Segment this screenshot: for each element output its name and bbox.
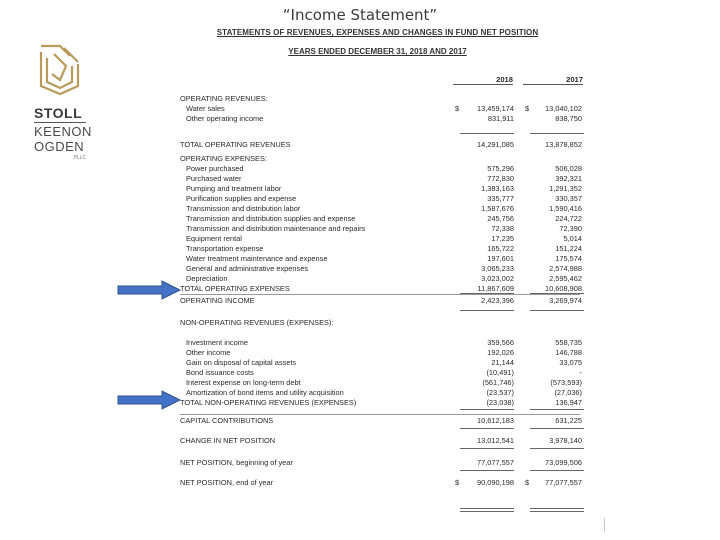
value-2018: 165,722 bbox=[487, 244, 514, 253]
total-underline bbox=[460, 428, 514, 429]
row-label: Investment income bbox=[186, 338, 249, 347]
currency-symbol: $ bbox=[455, 104, 460, 113]
value-2018: 2,423,396 bbox=[481, 296, 514, 305]
value-2017: 146,788 bbox=[555, 348, 582, 357]
row-label: Water treatment maintenance and expense bbox=[186, 254, 328, 263]
value-2017: 1,590,416 bbox=[549, 204, 582, 213]
value-2018: 831,911 bbox=[487, 114, 514, 123]
row-label: Transmission and distribution maintenance and repairs bbox=[186, 224, 366, 233]
row-label: Transmission and distribution supplies and expense bbox=[186, 214, 356, 223]
value-2017: 224,722 bbox=[555, 214, 582, 223]
value-2017: 33,075 bbox=[559, 358, 582, 367]
value-2017: 3,269,974 bbox=[549, 296, 582, 305]
total-underline bbox=[530, 470, 584, 471]
table-row bbox=[180, 378, 580, 388]
table-row bbox=[180, 416, 580, 426]
table-row bbox=[180, 458, 580, 468]
row-label: Pumping and treatment labor bbox=[186, 184, 282, 193]
table-row bbox=[180, 154, 580, 164]
statement-header bbox=[180, 28, 575, 56]
row-label: Other operating income bbox=[186, 114, 264, 123]
row-label: OPERATING REVENUES: bbox=[180, 94, 268, 103]
total-underline bbox=[530, 448, 584, 449]
table-row bbox=[180, 234, 580, 244]
value-2018: 13,012,541 bbox=[477, 436, 514, 445]
table-row bbox=[180, 140, 580, 150]
value-2017: 136,947 bbox=[555, 398, 582, 407]
total-underline bbox=[460, 470, 514, 471]
row-label: TOTAL OPERATING EXPENSES bbox=[180, 284, 290, 293]
table-row bbox=[180, 274, 580, 284]
row-label: Transportation expense bbox=[186, 244, 264, 253]
value-2017: 506,028 bbox=[555, 164, 582, 173]
value-2018: 72,338 bbox=[491, 224, 514, 233]
value-2017: 2,595,462 bbox=[549, 274, 582, 283]
row-label: Power purchased bbox=[186, 164, 244, 173]
table-row bbox=[180, 284, 580, 294]
value-2018: 3,065,233 bbox=[481, 264, 514, 273]
statement-title: STATEMENTS OF REVENUES, EXPENSES AND CHANGES IN FUND NET POSITION bbox=[216, 28, 539, 37]
value-2018: 13,459,174 bbox=[477, 104, 514, 113]
value-2018: 575,296 bbox=[487, 164, 514, 173]
value-2017: 13,040,102 bbox=[545, 104, 582, 113]
table-row bbox=[180, 388, 580, 398]
row-label: NON-OPERATING REVENUES (EXPENSES): bbox=[180, 318, 334, 327]
value-2017: (573,593) bbox=[550, 378, 582, 387]
value-2017: 77,077,557 bbox=[545, 478, 582, 487]
row-label: Purification supplies and expense bbox=[186, 194, 297, 203]
value-2018: 245,756 bbox=[487, 214, 514, 223]
table-row bbox=[180, 478, 580, 488]
value-2017: 3,978,140 bbox=[549, 436, 582, 445]
row-label: Equipment rental bbox=[186, 234, 242, 243]
firm-logo bbox=[34, 42, 92, 161]
value-2018: 192,026 bbox=[487, 348, 514, 357]
row-label: Interest expense on long-term debt bbox=[186, 378, 301, 387]
value-2018: 77,077,557 bbox=[477, 458, 514, 467]
row-label: CHANGE IN NET POSITION bbox=[180, 436, 276, 445]
value-2017: 838,750 bbox=[555, 114, 582, 123]
table-row bbox=[180, 296, 580, 306]
logo-mark-icon bbox=[38, 42, 82, 98]
section-rule bbox=[180, 294, 580, 295]
table-row bbox=[180, 264, 580, 274]
row-label: General and administrative expenses bbox=[186, 264, 309, 273]
row-label: NET POSITION, beginning of year bbox=[180, 458, 293, 467]
value-2018: 90,090,198 bbox=[477, 478, 514, 487]
currency-symbol: $ bbox=[525, 478, 530, 487]
table-row bbox=[180, 254, 580, 264]
row-label: Gain on disposal of capital assets bbox=[186, 358, 297, 367]
value-2017: 13,878,852 bbox=[545, 140, 582, 149]
table-row bbox=[180, 224, 580, 234]
total-underline bbox=[460, 448, 514, 449]
total-underline bbox=[530, 428, 584, 429]
value-2017: 5,014 bbox=[563, 234, 582, 243]
logo-suffix: PLLC bbox=[73, 155, 86, 161]
value-2018: 1,587,676 bbox=[481, 204, 514, 213]
row-label: Depreciation bbox=[186, 274, 228, 283]
arrow-depreciation-icon bbox=[116, 280, 182, 300]
value-2017: 1,291,352 bbox=[549, 184, 582, 193]
table-row bbox=[180, 318, 580, 328]
value-2018: 772,830 bbox=[487, 174, 514, 183]
table-row bbox=[180, 358, 580, 368]
total-underline bbox=[530, 133, 584, 134]
value-2018: (23,038) bbox=[486, 398, 514, 407]
total-underline bbox=[530, 511, 584, 512]
total-underline bbox=[530, 310, 584, 311]
value-2018: 11,867,609 bbox=[477, 284, 514, 293]
row-label: OPERATING EXPENSES: bbox=[180, 154, 267, 163]
value-2017: 392,321 bbox=[555, 174, 582, 183]
table-row bbox=[180, 164, 580, 174]
table-row bbox=[180, 244, 580, 254]
section-rule bbox=[180, 414, 580, 415]
logo-word-keenon: KEENON bbox=[34, 124, 92, 139]
table-row bbox=[180, 104, 580, 114]
value-2017: 2,574,988 bbox=[549, 264, 582, 273]
value-2017: 558,735 bbox=[555, 338, 582, 347]
table-row bbox=[180, 398, 580, 408]
table-row bbox=[180, 204, 580, 214]
logo-word-ogden: OGDEN bbox=[34, 139, 85, 154]
row-label: OPERATING INCOME bbox=[180, 296, 255, 305]
value-2017: 330,357 bbox=[555, 194, 582, 203]
table-row bbox=[180, 214, 580, 224]
value-2017: 10,608,908 bbox=[545, 284, 582, 293]
table-row bbox=[180, 348, 580, 358]
value-2018: (561,746) bbox=[482, 378, 514, 387]
table-row bbox=[180, 338, 580, 348]
row-label: TOTAL OPERATING REVENUES bbox=[180, 140, 291, 149]
value-2018: (10,491) bbox=[486, 368, 514, 377]
page-edge-mark bbox=[604, 518, 605, 532]
value-2018: 10,612,183 bbox=[477, 416, 514, 425]
value-2017: (27,036) bbox=[554, 388, 582, 397]
total-underline bbox=[460, 508, 514, 509]
row-label: Transmission and distribution labor bbox=[186, 204, 301, 213]
table-row bbox=[180, 194, 580, 204]
table-row bbox=[180, 114, 580, 124]
statement-subtitle: YEARS ENDED DECEMBER 31, 2018 AND 2017 bbox=[288, 47, 467, 56]
value-2018: 17,235 bbox=[491, 234, 514, 243]
slide-title: “Income Statement” bbox=[282, 6, 438, 24]
value-2017: 151,224 bbox=[555, 244, 582, 253]
currency-symbol: $ bbox=[525, 104, 530, 113]
value-2017: 72,390 bbox=[559, 224, 582, 233]
total-underline bbox=[460, 133, 514, 134]
total-underline bbox=[460, 409, 514, 410]
value-2017: 175,574 bbox=[555, 254, 582, 263]
value-2018: 3,023,002 bbox=[481, 274, 514, 283]
logo-word-stoll: STOLL bbox=[34, 105, 83, 121]
total-underline bbox=[530, 508, 584, 509]
total-underline bbox=[530, 409, 584, 410]
row-label: Amortization of bond items and utility acquisition bbox=[186, 388, 344, 397]
total-underline bbox=[460, 511, 514, 512]
row-label: CAPITAL CONTRIBUTIONS bbox=[180, 416, 274, 425]
column-header-2018: 2018 bbox=[453, 75, 513, 85]
row-label: Other income bbox=[186, 348, 231, 357]
value-2018: 21,144 bbox=[491, 358, 514, 367]
total-underline bbox=[460, 310, 514, 311]
column-header-2017: 2017 bbox=[523, 75, 583, 85]
value-2017: 73,099,506 bbox=[545, 458, 582, 467]
arrow-interest-expense-icon bbox=[116, 390, 182, 410]
row-label: Bond issuance costs bbox=[186, 368, 254, 377]
value-2018: 197,601 bbox=[487, 254, 514, 263]
row-label: Water sales bbox=[186, 104, 225, 113]
table-row bbox=[180, 94, 580, 104]
row-label: TOTAL NON-OPERATING REVENUES (EXPENSES) bbox=[180, 398, 357, 407]
value-2017: 631,225 bbox=[555, 416, 582, 425]
currency-symbol: $ bbox=[455, 478, 460, 487]
table-row bbox=[180, 368, 580, 378]
value-2017: - bbox=[579, 368, 582, 377]
row-label: Purchased water bbox=[186, 174, 242, 183]
value-2018: 359,566 bbox=[487, 338, 514, 347]
value-2018: (23,537) bbox=[486, 388, 514, 397]
table-row bbox=[180, 174, 580, 184]
table-row bbox=[180, 184, 580, 194]
value-2018: 1,383,163 bbox=[481, 184, 514, 193]
row-label: NET POSITION, end of year bbox=[180, 478, 274, 487]
value-2018: 14,291,085 bbox=[477, 140, 514, 149]
value-2018: 335,777 bbox=[487, 194, 514, 203]
table-row bbox=[180, 436, 580, 446]
